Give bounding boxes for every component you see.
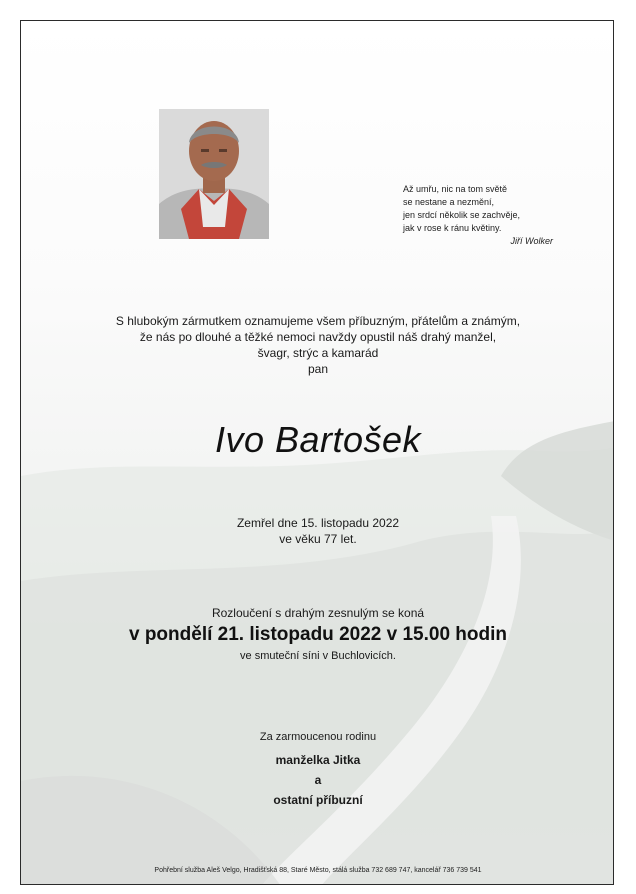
announcement-line: švagr, strýc a kamarád — [257, 346, 379, 360]
announcement-text — [21, 313, 614, 377]
family-intro: Za zarmoucenou rodinu — [259, 731, 377, 743]
farewell-datetime: v pondělí 21. listopadu 2022 v 15.00 hodin — [128, 624, 507, 645]
farewell-intro: Rozloučení s drahým zesnulým se koná — [211, 606, 425, 620]
announcement-line: pan — [307, 362, 329, 376]
portrait-photo — [159, 109, 269, 239]
funeral-service-footer: Pohřební služba Aleš Velgo, Hradišťská 88, Staré Město, stálá služba 732 689 747, kancelář 736 739 541 — [154, 867, 482, 874]
announcement-line: že nás po dlouhé a těžké nemoci navždy opustil náš drahý manžel, — [139, 330, 497, 344]
poem-line: se nestane a nezmění, — [403, 197, 495, 207]
farewell-place: ve smuteční síni v Buchlovicích. — [240, 650, 396, 662]
family-member: manželka Jitka — [275, 753, 361, 767]
family-conjunction: a — [314, 773, 322, 787]
poem-author: Jiří Wolker — [510, 236, 553, 246]
poem-line: Až umřu, nic na tom světě — [403, 184, 508, 194]
family-list — [21, 750, 614, 810]
parte-card — [20, 20, 614, 885]
death-date: Zemřel dne 15. listopadu 2022 — [236, 516, 400, 530]
announcement-line: S hlubokým zármutkem oznamujeme všem příbuzným, přátelům a známým, — [115, 314, 521, 328]
death-info — [21, 515, 614, 547]
poem-line: jak v rose k ránu květiny. — [403, 223, 502, 233]
family-member: ostatní příbuzní — [273, 793, 363, 807]
poem — [403, 183, 553, 248]
poem-line: jen srdcí několik se zachvěje, — [403, 210, 521, 220]
deceased-name: Ivo Bartošek — [214, 419, 422, 460]
death-age: ve věku 77 let. — [279, 532, 357, 546]
